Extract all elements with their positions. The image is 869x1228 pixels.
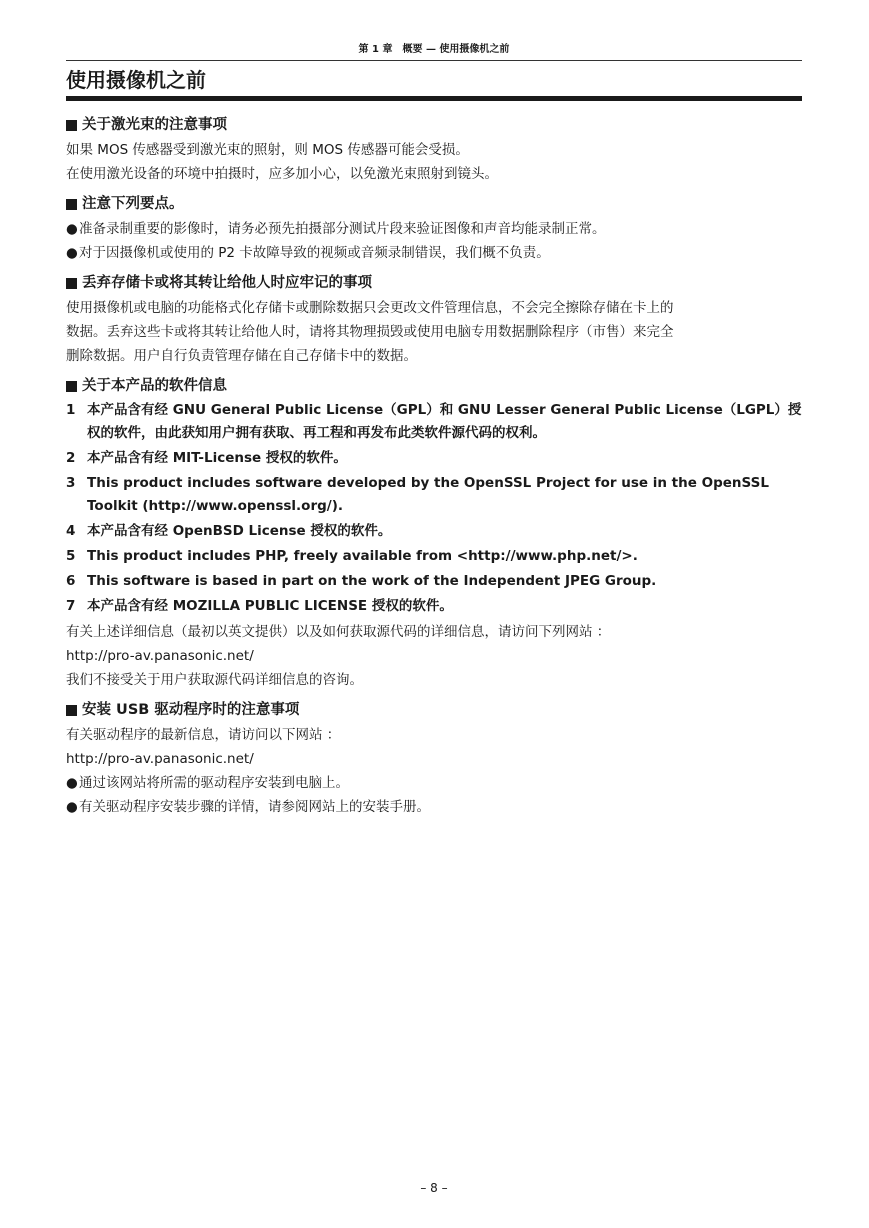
paragraph: 数据。丢弃这些卡或将其转让给他人时，请将其物理损毁或使用电脑专用数据删除程序（市售）来完全	[66, 324, 674, 340]
header-divider	[66, 60, 802, 61]
section-heading: 注意下列要点。	[82, 196, 184, 212]
item-text: 本产品含有经 GNU General Public License（GPL）和 GNU Lesser General Public License（LGPL）授权的软件，由此获知用户拥有获取、再工程和再发布此类软件源代码的权利。	[87, 402, 802, 441]
black-square-icon	[66, 705, 77, 716]
numbered-item	[66, 447, 802, 470]
website-url: http://pro-av.panasonic.net/	[66, 648, 254, 664]
numbered-item	[66, 520, 802, 543]
item-number: 3	[66, 475, 76, 491]
numbered-item	[66, 570, 802, 593]
list-item	[66, 217, 802, 241]
document-page	[66, 0, 802, 1228]
numbered-item	[66, 399, 802, 445]
item-number: 4	[66, 523, 76, 539]
list-item-text: 准备录制重要的影像时，请务必预先拍摄部分测试片段来验证图像和声音均能录制正常。	[79, 221, 606, 237]
page-content	[66, 114, 802, 826]
running-header: 第 1 章 概要 — 使用摄像机之前	[358, 44, 510, 55]
item-number: 6	[66, 573, 76, 589]
list-item-text: 有关驱动程序安装步骤的详情，请参阅网站上的安装手册。	[79, 799, 430, 815]
item-text: 本产品含有经 OpenBSD License 授权的软件。	[87, 523, 392, 539]
list-item	[66, 771, 802, 795]
item-text: 本产品含有经 MOZILLA PUBLIC LICENSE 授权的软件。	[87, 598, 453, 614]
black-square-icon	[66, 199, 77, 210]
paragraph: 如果 MOS 传感器受到激光束的照射，则 MOS 传感器可能会受损。	[66, 142, 469, 158]
section-notes	[66, 193, 802, 265]
bullet-dot-icon: ●	[66, 221, 78, 237]
item-text: This product includes PHP, freely available from <http://www.php.net/>.	[87, 548, 638, 564]
bullet-dot-icon: ●	[66, 799, 78, 815]
page-number: – 8 –	[420, 1181, 448, 1195]
black-square-icon	[66, 278, 77, 289]
section-usb-driver	[66, 699, 802, 819]
paragraph: 我们不接受关于用户获取源代码详细信息的咨询。	[66, 672, 363, 688]
item-number: 1	[66, 402, 76, 418]
bullet-list	[66, 771, 802, 819]
paragraph: 在使用激光设备的环境中拍摄时，应多加小心，以免激光束照射到镜头。	[66, 166, 498, 182]
paragraph: 使用摄像机或电脑的功能格式化存储卡或删除数据只会更改文件管理信息，不会完全擦除存储在卡上的	[66, 300, 674, 316]
section-heading: 安装 USB 驱动程序时的注意事项	[82, 702, 300, 718]
bullet-dot-icon: ●	[66, 775, 78, 791]
numbered-item	[66, 472, 802, 518]
page-title: 使用摄像机之前	[66, 68, 206, 92]
list-item	[66, 241, 802, 265]
item-text: 本产品含有经 MIT-License 授权的软件。	[87, 450, 347, 466]
section-heading: 关于本产品的软件信息	[82, 378, 227, 394]
website-url: http://pro-av.panasonic.net/	[66, 751, 254, 767]
list-item-text: 对于因摄像机或使用的 P2 卡故障导致的视频或音频录制错误，我们概不负责。	[79, 245, 550, 261]
section-heading: 丢弃存储卡或将其转让给他人时应牢记的事项	[82, 275, 372, 291]
numbered-item	[66, 545, 802, 568]
paragraph: 有关驱动程序的最新信息，请访问以下网站 ：	[66, 727, 341, 743]
section-software-info	[66, 375, 802, 692]
paragraph: 删除数据。用户自行负责管理存储在自己存储卡中的数据。	[66, 348, 417, 364]
item-number: 2	[66, 450, 76, 466]
list-item	[66, 795, 802, 819]
item-number: 5	[66, 548, 76, 564]
title-underline-bar	[66, 96, 802, 101]
numbered-list	[66, 399, 802, 618]
paragraph: 有关上述详细信息（最初以英文提供）以及如何获取源代码的详细信息，请访问下列网站 ：	[66, 624, 611, 640]
bullet-dot-icon: ●	[66, 245, 78, 261]
section-card-disposal	[66, 272, 802, 368]
black-square-icon	[66, 120, 77, 131]
black-square-icon	[66, 381, 77, 392]
item-text: This product includes software developed by the OpenSSL Project for use in the OpenSSL Toolkit (http://www.openssl.org/).	[87, 475, 769, 514]
section-heading: 关于激光束的注意事项	[82, 117, 227, 133]
item-text: This software is based in part on the work of the Independent JPEG Group.	[87, 573, 657, 589]
item-number: 7	[66, 598, 76, 614]
bullet-list	[66, 217, 802, 265]
numbered-item	[66, 595, 802, 618]
list-item-text: 通过该网站将所需的驱动程序安装到电脑上。	[79, 775, 349, 791]
section-laser	[66, 114, 802, 186]
